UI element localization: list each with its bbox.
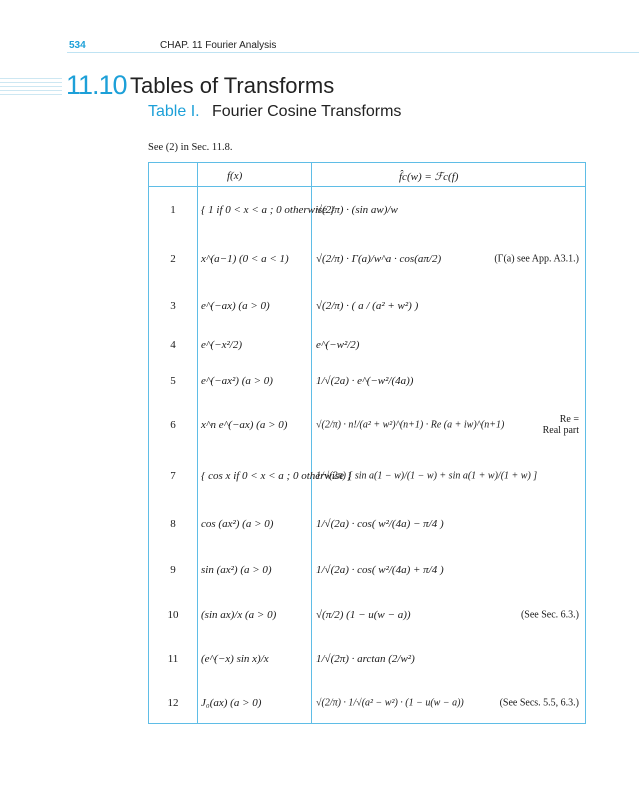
row-function: e^(−x²/2) <box>201 339 243 351</box>
table-label: Table I. <box>148 103 200 120</box>
row-function: e^(−ax) (a > 0) <box>201 300 270 312</box>
row-number: 9 <box>170 564 176 576</box>
column-header-transform: f̂c(w) = ℱc(f) <box>399 171 459 183</box>
table-row <box>149 327 585 363</box>
row-number: 12 <box>167 697 179 709</box>
table-row <box>149 547 585 593</box>
decor-line <box>0 86 62 87</box>
table-row <box>149 637 585 681</box>
row-transform: 1/√(2a) · cos( w²/(4a) + π/4 ) <box>316 564 444 576</box>
row-number: 5 <box>170 375 176 387</box>
transform-table <box>148 162 586 724</box>
decor-line <box>0 94 62 95</box>
row-transform: √(2/π) · ( a / (a² + w²) ) <box>316 300 419 312</box>
row-note: Re = Real part <box>542 414 579 436</box>
row-function: (e^(−x) sin x)/x <box>201 653 269 665</box>
header-rule <box>67 52 639 53</box>
table-row <box>149 187 585 233</box>
table-row <box>149 593 585 637</box>
table-row <box>149 399 585 451</box>
table-row <box>149 451 585 501</box>
table-intro: See (2) in Sec. 11.8. <box>148 142 233 153</box>
row-transform: √(2/π) · (sin aw)/w <box>316 204 398 216</box>
row-transform: 1/√(2π) [ sin a(1 − w)/(1 − w) + sin a(1 + w)/(1 + w) ] <box>316 470 538 482</box>
section-title: Tables of Transforms <box>130 73 335 98</box>
section-number: 11.10 <box>66 70 127 100</box>
running-header <box>0 32 639 52</box>
row-number: 11 <box>167 653 179 665</box>
table-row <box>149 363 585 399</box>
row-transform: 1/√(2a) · e^(−w²/(4a)) <box>316 375 414 387</box>
row-number: 8 <box>170 518 176 530</box>
row-number: 4 <box>170 339 176 351</box>
row-number: 7 <box>170 470 176 482</box>
decor-line <box>0 90 62 91</box>
page-number: 534 <box>69 40 86 51</box>
row-transform: 1/√(2π) · arctan (2/w²) <box>316 653 415 665</box>
decor-line <box>0 78 62 79</box>
row-number: 2 <box>170 253 176 265</box>
row-function: J₀(ax) (a > 0) <box>201 697 262 709</box>
row-function: { 1 if 0 < x < a ; 0 otherwise } <box>201 204 335 216</box>
row-number: 6 <box>170 419 176 431</box>
row-function: { cos x if 0 < x < a ; 0 otherwise } <box>201 470 352 482</box>
table-row <box>149 501 585 547</box>
row-function: cos (ax²) (a > 0) <box>201 518 274 530</box>
row-function: e^(−ax²) (a > 0) <box>201 375 273 387</box>
row-transform: √(2/π) · 1/√(a² − w²) · (1 − u(w − a)) <box>316 697 464 709</box>
row-transform: e^(−w²/2) <box>316 339 360 351</box>
row-transform: 1/√(2a) · cos( w²/(4a) − π/4 ) <box>316 518 444 530</box>
table-row <box>149 233 585 285</box>
row-transform: √(2/π) · n!/(a² + w²)^(n+1) · Re (a + iw)^(n+1) <box>316 419 505 431</box>
table-row <box>149 285 585 327</box>
table-title: Fourier Cosine Transforms <box>212 103 402 120</box>
row-function: x^(a−1) (0 < a < 1) <box>201 253 289 265</box>
row-function: x^n e^(−ax) (a > 0) <box>201 419 288 431</box>
row-note: (See Secs. 5.5, 6.3.) <box>499 697 579 709</box>
row-transform: √(π/2) (1 − u(w − a)) <box>316 609 411 621</box>
row-function: sin (ax²) (a > 0) <box>201 564 272 576</box>
chapter-title: CHAP. 11 Fourier Analysis <box>160 40 277 51</box>
row-number: 1 <box>170 204 176 216</box>
row-note: (Γ(a) see App. A3.1.) <box>494 253 579 265</box>
row-function: (sin ax)/x (a > 0) <box>201 609 277 621</box>
table-row <box>149 681 585 725</box>
decor-line <box>0 82 62 83</box>
row-number: 3 <box>170 300 176 312</box>
row-note: (See Sec. 6.3.) <box>520 609 579 621</box>
row-transform: √(2/π) · Γ(a)/w^a · cos(aπ/2) <box>316 253 442 265</box>
column-header-f: f(x) <box>227 170 243 182</box>
row-number: 10 <box>167 609 179 621</box>
